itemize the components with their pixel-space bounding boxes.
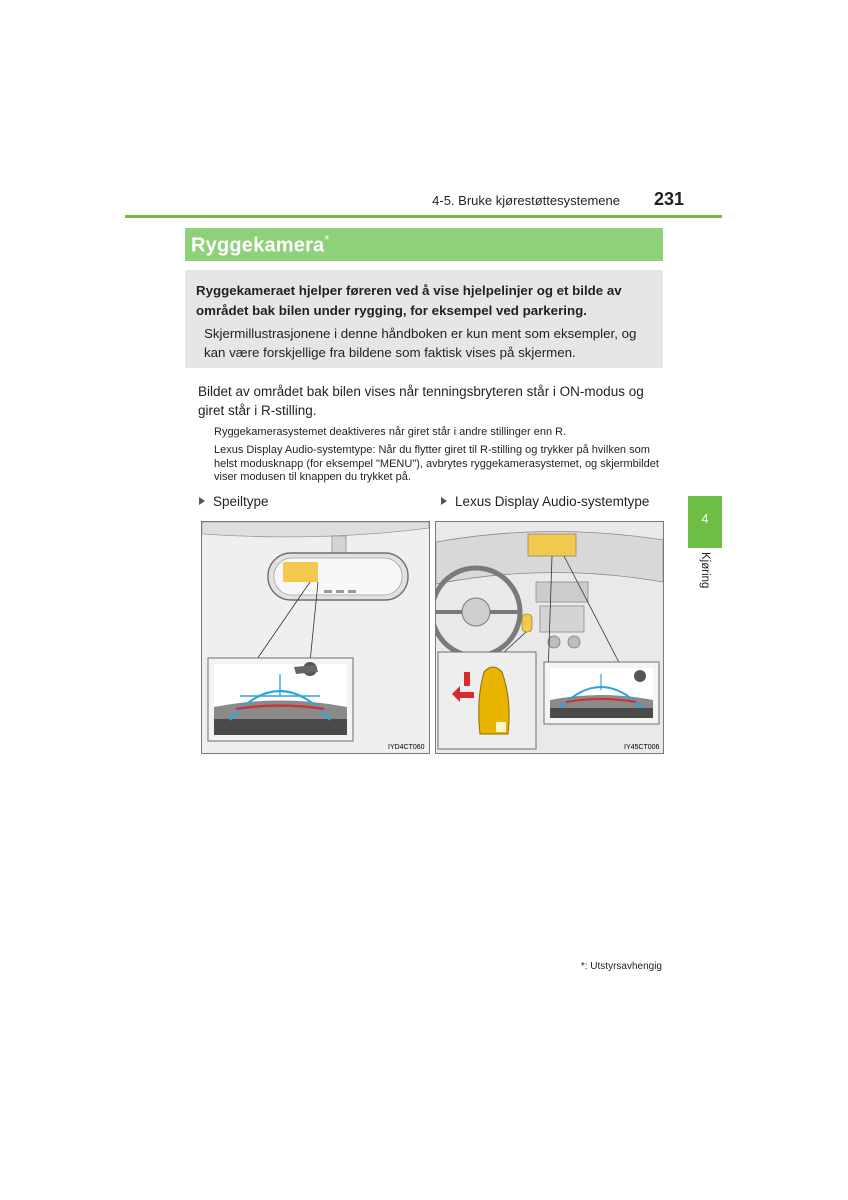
figure-label-mirror-text: Speiltype — [213, 494, 269, 509]
figure-code-left: IYD4CT060 — [388, 744, 425, 751]
figure-label-mirror — [199, 494, 269, 509]
figure-code-right: IY45CT006 — [624, 744, 660, 751]
figure-label-display-audio — [441, 494, 649, 509]
note-deactivation: Ryggekamerasystemet deaktiveres når giret står i andre stillinger enn R. — [214, 426, 567, 438]
mirror-display-area — [283, 562, 318, 582]
header-rule — [125, 215, 722, 218]
note-display-audio: Lexus Display Audio-systemtype: Når du flytter giret til R-stilling og trykker på hvilken som helst modusknapp (for eksempel "MENU"), avbrytes ryggekamerasystemet, og skjermbildet viser modusen til knappen du trykket på. — [214, 444, 659, 483]
mirror-illustration-svg — [202, 522, 429, 753]
chapter-label: Kjøring — [699, 552, 711, 589]
title-asterisk: * — [324, 232, 330, 247]
display-audio-illustration — [435, 521, 664, 754]
intro-summary: Ryggekameraet hjelper føreren ved å vise hjelpelinjer og et bilde av området bak bilen under rygging, for eksempel ved parkering. — [196, 283, 622, 318]
footnote: *: Utstyrsavhengig — [580, 961, 662, 972]
triangle-bullet-icon — [441, 497, 447, 505]
intro-note: Skjermillustrasjonene i denne håndboken er kun ment som eksempler, og kan være forskjellige fra bildene som faktisk vises på skjermen. — [204, 326, 637, 360]
page-title — [191, 232, 330, 258]
page-title-text: Ryggekamera — [191, 234, 325, 257]
display-audio-illustration-svg — [436, 522, 663, 753]
audio-display — [528, 534, 576, 556]
mirror-type-illustration — [201, 521, 430, 754]
chapter-number: 4 — [701, 511, 709, 526]
triangle-bullet-icon — [199, 497, 205, 505]
body-paragraph: Bildet av området bak bilen vises når tenningsbryteren står i ON-modus og giret står i R-stilling. — [198, 384, 644, 418]
section-title: 4-5. Bruke kjørestøttesystemene — [432, 193, 620, 208]
page-number: 231 — [653, 189, 684, 209]
figure-label-display-audio-text: Lexus Display Audio-systemtype — [455, 494, 650, 509]
